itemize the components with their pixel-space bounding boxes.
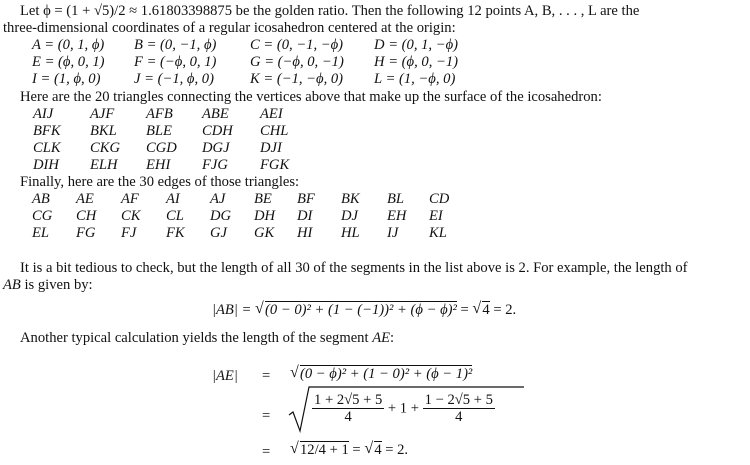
equation-ae-eq-3: =: [262, 444, 271, 460]
point-k: K = (−1, −ϕ, 0): [250, 71, 344, 87]
check-line-2-rest: is given by:: [20, 277, 93, 293]
equation-ab-mid: =: [456, 302, 473, 318]
point-g: G = (−ϕ, 0, −1): [250, 54, 344, 70]
triangle: AFB: [146, 106, 173, 122]
ae-variable: AE: [372, 330, 391, 346]
edge: DH: [254, 208, 276, 224]
equation-ae-row-2: [312, 392, 495, 425]
fraction-2-numerator: 1 − 2√5 + 5: [424, 392, 493, 408]
triangle: CLK: [33, 140, 61, 156]
equation-ab-sqrt4: 4: [482, 302, 490, 318]
edge: GJ: [210, 225, 228, 241]
point-d: D = (0, 1, −ϕ): [374, 37, 458, 53]
fraction-1-numerator: 1 + 2√5 + 5: [314, 392, 383, 408]
equation-ae-row-1-radicand: (0 − ϕ)² + (1 − 0)² + (ϕ − 1)²: [300, 366, 473, 382]
ab-variable: AB: [3, 277, 21, 293]
sqrt-symbol: [290, 442, 349, 459]
equation-ae-row-3-mid: =: [348, 442, 365, 458]
intro-line-1: Let ϕ = (1 + √5)/2 ≈ 1.61803398875 be the golden ratio. Then the following 12 points A, B, . . . , L are the: [20, 3, 640, 19]
point-f: F = (−ϕ, 0, 1): [134, 54, 217, 70]
equation-ae-lhs: |AE|: [212, 368, 238, 384]
edge: AJ: [210, 191, 226, 207]
triangle: BFK: [33, 123, 61, 139]
edge: FG: [76, 225, 96, 241]
edge: BL: [387, 191, 405, 207]
equation-ab: [212, 302, 516, 319]
edge: AE: [76, 191, 94, 207]
sqrt-symbol: [364, 442, 381, 459]
triangle: CKG: [90, 140, 121, 156]
edge: AI: [166, 191, 180, 207]
point-e: E = (ϕ, 0, 1): [32, 54, 105, 70]
fraction-2: [423, 392, 495, 425]
edge: IJ: [387, 225, 399, 241]
triangle: FGK: [260, 157, 290, 173]
point-l: L = (1, −ϕ, 0): [374, 71, 456, 87]
another-end: :: [390, 330, 395, 346]
triangle: BLE: [146, 123, 172, 139]
point-c: C = (0, −1, −ϕ): [250, 37, 344, 53]
triangle: EHI: [146, 157, 171, 173]
triangle: FJG: [202, 157, 228, 173]
equation-ae-row-3-end: = 2.: [381, 442, 409, 458]
another-text: Another typical calculation yields the length of the segment: [20, 330, 373, 346]
edge: CG: [32, 208, 53, 224]
intro-line-2: three-dimensional coordinates of a regular icosahedron centered at the origin:: [3, 20, 456, 36]
triangle: AJF: [90, 106, 115, 122]
equation-ae-eq-2: =: [262, 408, 271, 424]
edge: AB: [32, 191, 50, 207]
equation-ae-eq-1: =: [262, 368, 271, 384]
fraction-1: [312, 392, 384, 425]
edge: HL: [341, 225, 360, 241]
equation-ae-row-3-radicand: 12/4 + 1: [300, 442, 349, 458]
sqrt-symbol: [472, 302, 489, 319]
edge: KL: [429, 225, 447, 241]
equation-ae-row-3: [290, 442, 408, 459]
point-a: A = (0, 1, ϕ): [32, 37, 105, 53]
point-b: B = (0, −1, ϕ): [134, 37, 217, 53]
edge: GK: [254, 225, 275, 241]
equation-ae-row-3-sqrt4: 4: [374, 442, 382, 458]
triangle: CGD: [146, 140, 177, 156]
sqrt-symbol: [255, 302, 457, 319]
triangle: CDH: [202, 123, 233, 139]
edge: BF: [297, 191, 315, 207]
triangle: ELH: [90, 157, 118, 173]
triangles-intro: Here are the 20 triangles connecting the vertices above that make up the surface of the icosahedron:: [20, 89, 602, 105]
edge: DG: [210, 208, 232, 224]
triangle: AIJ: [33, 106, 54, 122]
edge: CK: [121, 208, 141, 224]
triangle: DJI: [260, 140, 282, 156]
edge: AF: [121, 191, 139, 207]
point-h: H = (ϕ, 0, −1): [374, 54, 458, 70]
equation-ab-radicand: (0 − 0)² + (1 − (−1))² + (ϕ − ϕ)²: [265, 302, 457, 318]
triangle: CHL: [260, 123, 289, 139]
edge: HI: [297, 225, 313, 241]
edge: CD: [429, 191, 450, 207]
edge: CL: [166, 208, 184, 224]
triangle: ABE: [202, 106, 229, 122]
check-line-2: [3, 277, 93, 294]
triangle: AEI: [260, 106, 283, 122]
edge: BE: [254, 191, 272, 207]
edge: BK: [341, 191, 360, 207]
plus-one: + 1 +: [387, 400, 419, 417]
edge: EL: [32, 225, 50, 241]
edge: CH: [76, 208, 97, 224]
point-i: I = (1, ϕ, 0): [32, 71, 101, 87]
edge: DI: [297, 208, 313, 224]
edge: DJ: [341, 208, 359, 224]
edge: EI: [429, 208, 443, 224]
triangle: BKL: [90, 123, 117, 139]
point-j: J = (−1, ϕ, 0): [134, 71, 214, 87]
fraction-1-denominator: 4: [344, 409, 352, 425]
equation-ab-end: = 2.: [489, 302, 517, 318]
check-line-1: It is a bit tedious to check, but the length of all 30 of the segments in the list above is 2. For example, the length of: [20, 260, 688, 276]
edge: EH: [387, 208, 407, 224]
triangle: DGJ: [202, 140, 230, 156]
edge: FJ: [121, 225, 137, 241]
sqrt-symbol: [290, 366, 472, 383]
edge: FK: [166, 225, 185, 241]
another-line: [20, 330, 394, 347]
triangle: DIH: [33, 157, 59, 173]
equation-ae-row-1: [290, 366, 472, 383]
fraction-2-denominator: 4: [455, 409, 463, 425]
edges-intro: Finally, here are the 30 edges of those triangles:: [20, 174, 300, 190]
equation-ab-lhs: |AB| =: [212, 302, 252, 318]
